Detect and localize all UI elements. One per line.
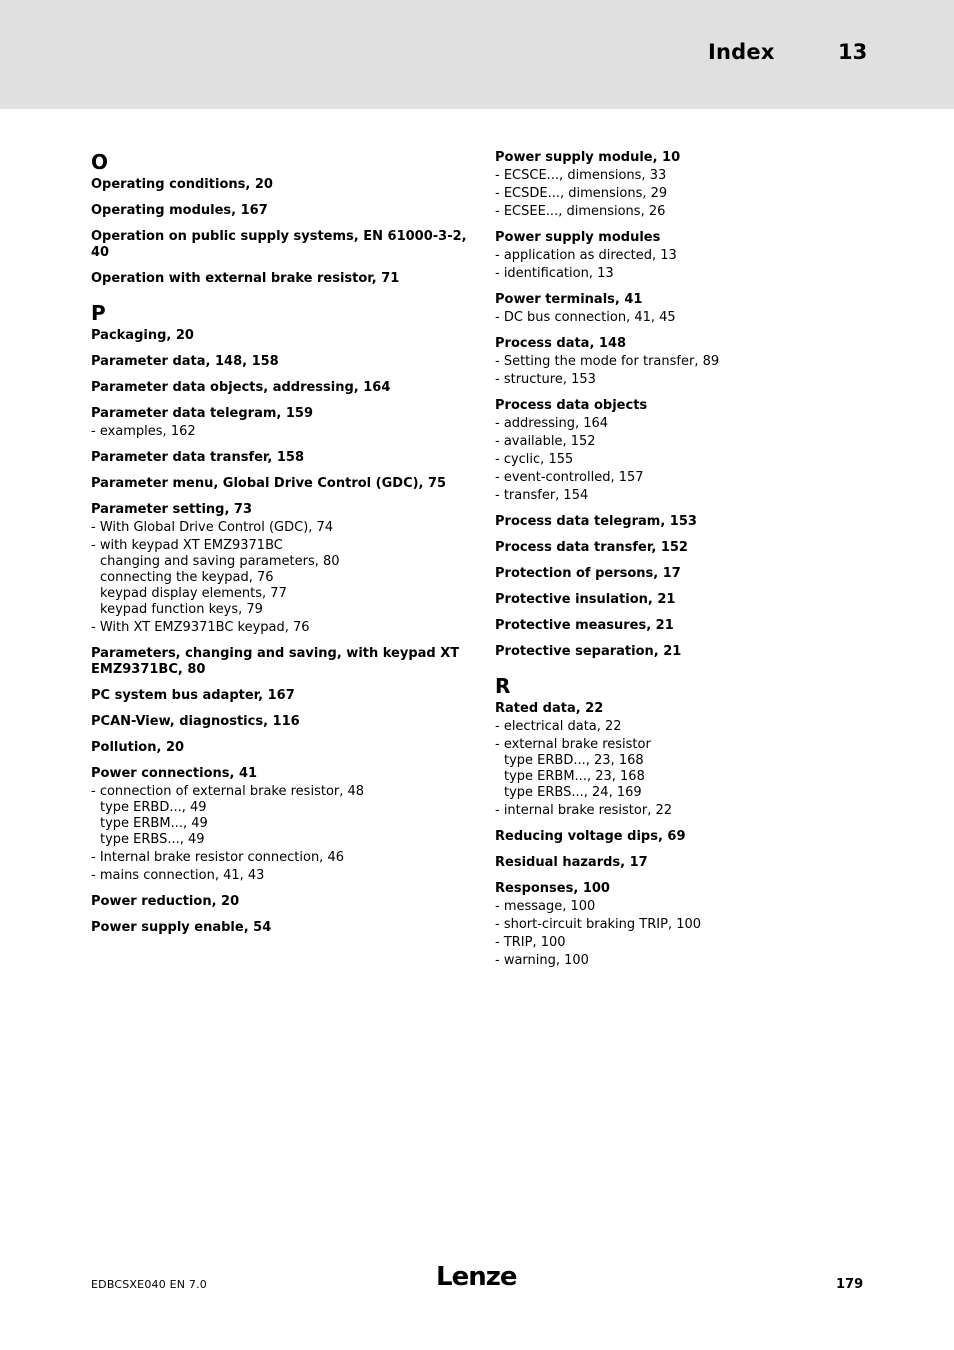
index-entry: Rated data, 22 xyxy=(495,701,604,716)
index-subentry-continuation: keypad display elements, 77 xyxy=(100,586,287,601)
index-entry: Parameters, changing and saving, with keypad XT xyxy=(91,646,460,661)
index-entry: Protection of persons, 17 xyxy=(495,566,681,581)
index-entry: Residual hazards, 17 xyxy=(495,855,648,870)
index-entry: Process data transfer, 152 xyxy=(495,540,688,555)
index-letter-heading: O xyxy=(91,150,109,174)
index-entry: Operating modules, 167 xyxy=(91,203,268,218)
index-entry: Parameter data transfer, 158 xyxy=(91,450,305,465)
index-entry: Parameter setting, 73 xyxy=(91,502,253,517)
index-entry: Process data, 148 xyxy=(495,336,627,351)
index-subentry-continuation: type ERBS..., 49 xyxy=(100,832,205,847)
index-entry: Power supply module, 10 xyxy=(495,150,681,165)
index-subentry: - DC bus connection, 41, 45 xyxy=(495,310,676,325)
index-entry: Parameter data objects, addressing, 164 xyxy=(91,380,391,395)
index-letter-heading: P xyxy=(91,301,106,325)
index-subentry: - ECSCE..., dimensions, 33 xyxy=(495,168,667,183)
index-entry: Process data telegram, 153 xyxy=(495,514,697,529)
index-subentry: - with keypad XT EMZ9371BC xyxy=(91,538,283,553)
index-entry: Parameter data, 148, 158 xyxy=(91,354,279,369)
index-entry: Power connections, 41 xyxy=(91,766,258,781)
page-number: 179 xyxy=(836,1277,864,1292)
index-subentry: - TRIP, 100 xyxy=(495,935,566,950)
index-subentry-continuation: type ERBD..., 49 xyxy=(100,800,207,815)
index-subentry: - ECSDE..., dimensions, 29 xyxy=(495,186,668,201)
index-subentry-continuation: type ERBD..., 23, 168 xyxy=(504,753,644,768)
index-entry: Process data objects xyxy=(495,398,648,413)
index-entry: Pollution, 20 xyxy=(91,740,185,755)
index-entry: Power reduction, 20 xyxy=(91,894,240,909)
index-subentry: - connection of external brake resistor, 48 xyxy=(91,784,365,799)
document-id: EDBCSXE040 EN 7.0 xyxy=(91,1278,207,1291)
index-entry: Power supply enable, 54 xyxy=(91,920,272,935)
index-entry: Operating conditions, 20 xyxy=(91,177,273,192)
index-subentry-continuation: connecting the keypad, 76 xyxy=(100,570,274,585)
index-subentry: - available, 152 xyxy=(495,434,596,449)
index-subentry: - structure, 153 xyxy=(495,372,596,387)
index-subentry-continuation: keypad function keys, 79 xyxy=(100,602,263,617)
index-subentry: - event-controlled, 157 xyxy=(495,470,644,485)
index-subentry-continuation: changing and saving parameters, 80 xyxy=(100,554,340,569)
index-entry: Parameter menu, Global Drive Control (GDC), 75 xyxy=(91,476,447,491)
index-subentry: - ECSEE..., dimensions, 26 xyxy=(495,204,666,219)
index-entry: Packaging, 20 xyxy=(91,328,194,343)
index-entry: Parameter data telegram, 159 xyxy=(91,406,313,421)
index-entry: Protective measures, 21 xyxy=(495,618,674,633)
index-subentry: - identification, 13 xyxy=(495,266,614,281)
index-entry: Operation with external brake resistor, 71 xyxy=(91,271,400,286)
index-subentry: - transfer, 154 xyxy=(495,488,589,503)
index-subentry: - Setting the mode for transfer, 89 xyxy=(495,354,720,369)
index-column-right xyxy=(495,150,875,969)
index-entry: PC system bus adapter, 167 xyxy=(91,688,295,703)
index-subentry-continuation: type ERBM..., 23, 168 xyxy=(504,769,645,784)
index-entry: Operation on public supply systems, EN 61000-3-2, 40 xyxy=(91,229,467,260)
index-subentry: - internal brake resistor, 22 xyxy=(495,803,673,818)
index-letter-heading: R xyxy=(495,674,511,698)
index-entry: Protective separation, 21 xyxy=(495,644,682,659)
index-subentry: - warning, 100 xyxy=(495,953,589,968)
section-title: Index xyxy=(708,40,775,64)
index-subentry: - mains connection, 41, 43 xyxy=(91,868,265,883)
index-entry: Responses, 100 xyxy=(495,881,610,896)
index-entry: PCAN-View, diagnostics, 116 xyxy=(91,714,300,729)
index-entry: Reducing voltage dips, 69 xyxy=(495,829,686,844)
chapter-number: 13 xyxy=(838,40,868,64)
index-entry: Power supply modules xyxy=(495,230,661,245)
index-subentry: - message, 100 xyxy=(495,899,596,914)
index-subentry: - examples, 162 xyxy=(91,424,196,439)
index-subentry: - application as directed, 13 xyxy=(495,248,677,263)
index-entry-continuation: EMZ9371BC, 80 xyxy=(91,662,206,677)
header-band xyxy=(0,0,954,109)
index-subentry: - With XT EMZ9371BC keypad, 76 xyxy=(91,620,310,635)
index-subentry-continuation: type ERBM..., 49 xyxy=(100,816,208,831)
index-subentry: - Internal brake resistor connection, 46 xyxy=(91,850,344,865)
index-subentry: - short-circuit braking TRIP, 100 xyxy=(495,917,702,932)
index-subentry: - cyclic, 155 xyxy=(495,452,574,467)
index-subentry-continuation: type ERBS..., 24, 169 xyxy=(504,785,642,800)
index-column-left xyxy=(91,150,471,936)
index-entry: Power terminals, 41 xyxy=(495,292,643,307)
index-subentry: - electrical data, 22 xyxy=(495,719,622,734)
index-subentry: - With Global Drive Control (GDC), 74 xyxy=(91,520,334,535)
index-subentry: - addressing, 164 xyxy=(495,416,609,431)
lenze-logo: Lenze xyxy=(436,1262,517,1292)
index-subentry: - external brake resistor xyxy=(495,737,651,752)
index-entry: Protective insulation, 21 xyxy=(495,592,676,607)
